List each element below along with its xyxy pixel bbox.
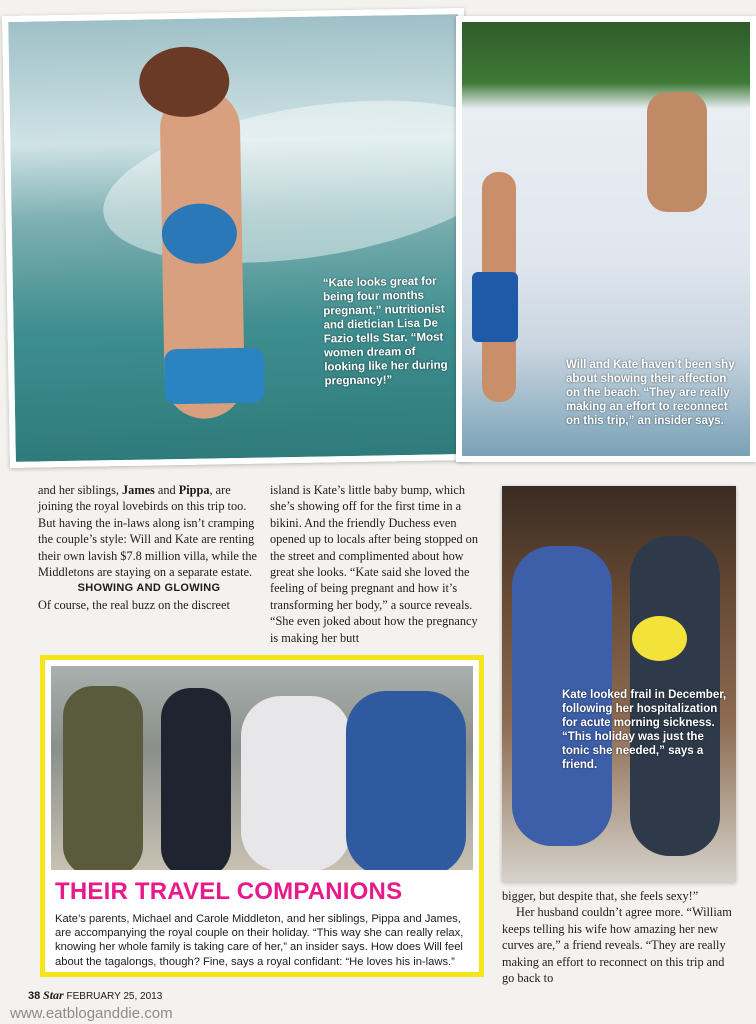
yellow-flowers xyxy=(632,616,687,661)
article-column-3 xyxy=(502,888,736,986)
article-column-1 xyxy=(38,482,260,613)
text-run: and xyxy=(154,483,179,497)
photo-caption-affection: Will and Kate haven’t been shy about showing their affection on the beach. “They are really making an effort to reconnect on this trip,” an insider says. xyxy=(566,359,735,427)
page-folio xyxy=(28,988,162,1003)
photo-caption-frail: Kate looked frail in December, following her hospitalization for acute morning sickness. “This holiday was just the tonic she needed,” says a friend. xyxy=(562,689,727,771)
sidebar-title: THEIR TRAVEL COMPANIONS xyxy=(55,878,403,905)
article-paragraph: bigger, but despite that, she feels sexy!” xyxy=(502,889,699,903)
article-paragraph: island is Kate’s little baby bump, which she’s showing off for the first time in a bikini. And the friendly Duchess even opened up to locals after being stopped on the street and complimented about how great she looks. “Kate said she loved the feeling of being pregnant and how it’s transforming her body,” a source reveals. “She even joked about how the pregnancy is making her butt xyxy=(270,483,478,645)
article-paragraph: Her husband couldn’t agree more. “William keeps telling his wife how amazing her new curves are,” a friend reveals. “They are really making an effort to reconnect on this trip and go back to xyxy=(502,905,732,986)
article-column-2 xyxy=(270,482,482,646)
text-run: , are joining the royal lovebirds on this trip too. But having the in-laws along isn’t cramping the couple’s style: Will and Kate are renting their own lavish $7.8 million villa, while the Middletons are staying on a separate estate. xyxy=(38,483,257,580)
pippa-figure xyxy=(241,696,351,870)
bikini-bottom xyxy=(164,348,265,405)
site-watermark: www.eatbloganddie.com xyxy=(10,1005,173,1022)
photo-beach-couple xyxy=(456,16,756,462)
photo-middleton-family xyxy=(51,666,473,870)
issue-date: FEBRUARY 25, 2013 xyxy=(66,991,163,1002)
photo-caption-nutritionist: “Kate looks great for being four months pregnant,” nutritionist and dietician Lisa De Fazio tells Star. “Most women dream of looking like her during pregnancy!” xyxy=(322,275,448,388)
photo-will-kate-hospital xyxy=(502,486,736,882)
section-subhead: SHOWING AND GLOWING xyxy=(77,582,221,595)
photo-kate-bikini xyxy=(2,8,472,468)
carole-figure xyxy=(161,688,231,870)
couple-figures xyxy=(647,92,707,212)
michael-figure xyxy=(63,686,143,870)
article-paragraph: Of course, the real buzz on the discreet xyxy=(38,597,230,612)
name-pippa: Pippa xyxy=(178,483,210,497)
page-number: 38 xyxy=(28,990,41,1002)
wave-foam xyxy=(92,75,472,289)
sidebar-text: Kate’s parents, Michael and Carole Middleton, and her siblings, Pippa and James, are accompanying the royal couple on their holiday. “This way she can really relax, knowing her whole family is taking care of her,” an insider says. How does Will feel about the tagalongs, though? Fine, says a royal confidant: “He loves his in-laws.” xyxy=(55,913,464,968)
magazine-name: Star xyxy=(43,988,64,1002)
name-james: James xyxy=(122,483,155,497)
article-paragraph xyxy=(38,482,260,580)
travel-companions-box xyxy=(40,655,484,977)
swim-shorts xyxy=(472,272,518,342)
text-run: and her siblings, xyxy=(38,483,123,497)
james-figure xyxy=(346,691,466,870)
